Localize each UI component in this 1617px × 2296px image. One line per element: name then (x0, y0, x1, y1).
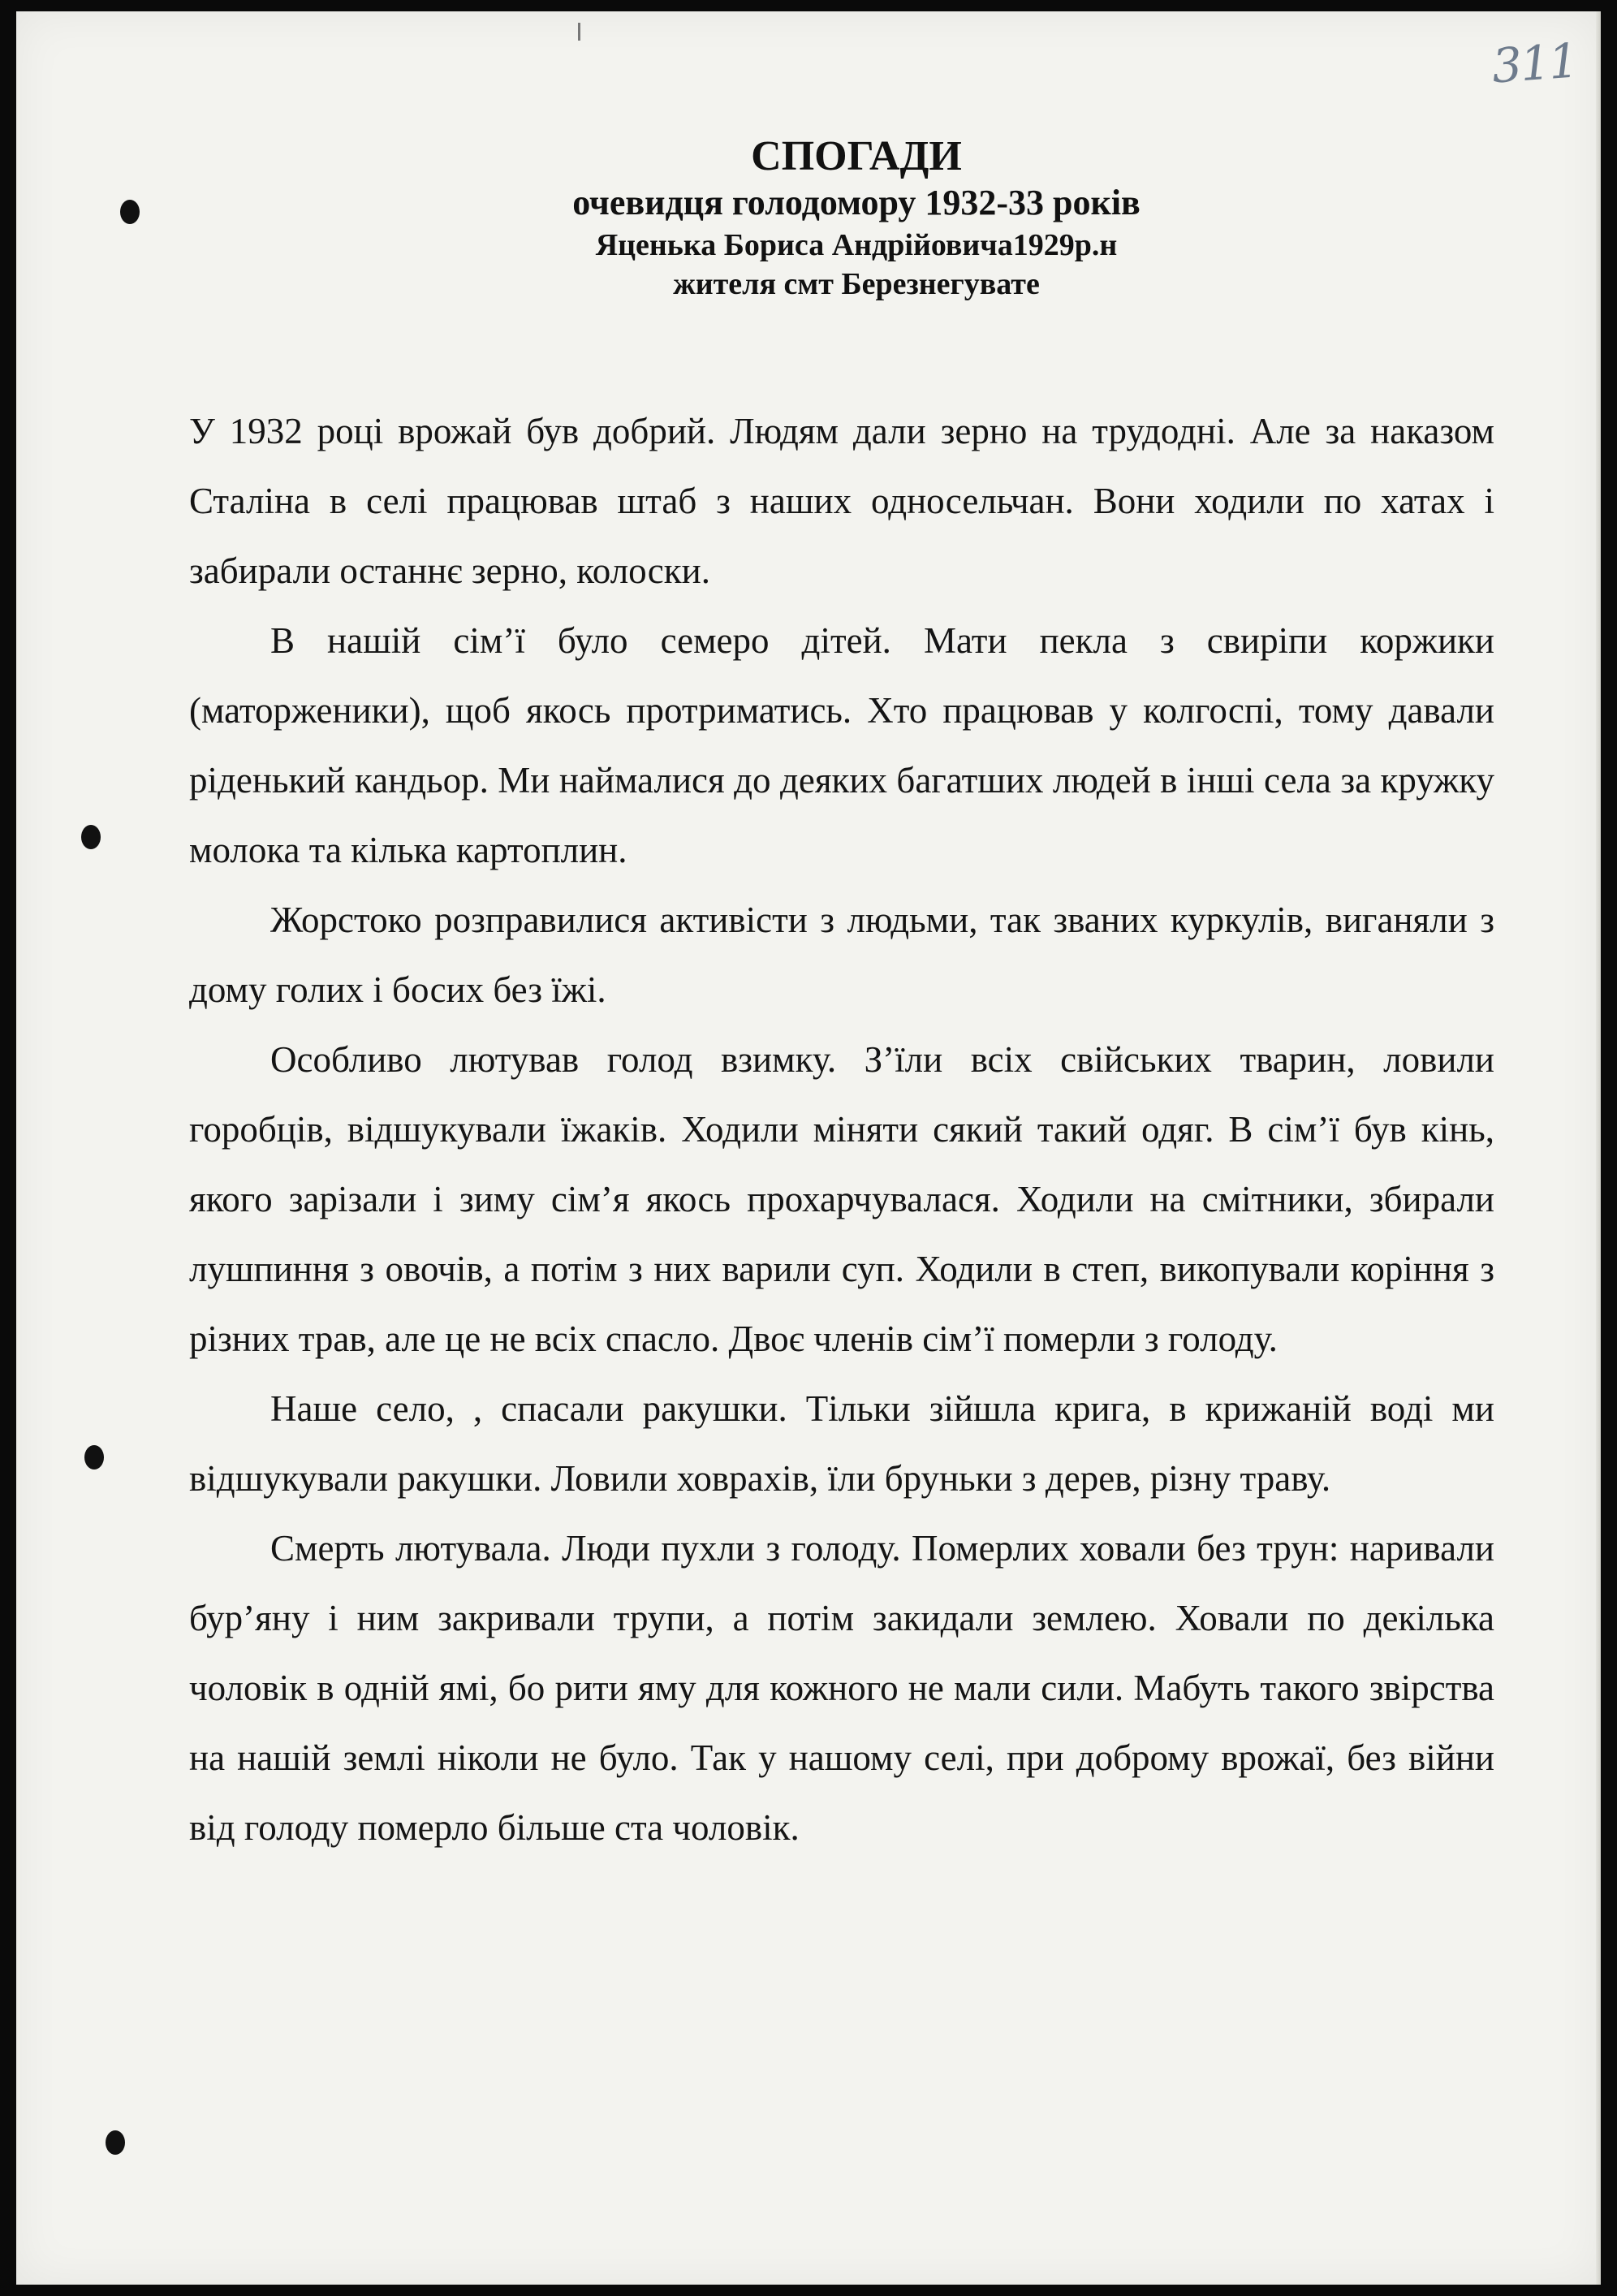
paragraph-4: Особливо лютував голод взимку. З’їли всіх свійських тварин, ловили горобців, відшукували їжаків. Ходили міняти сякий такий одяг. В сім’ї був кінь, якого зарізали і зиму сім’я якось прохарчувалася. Ходили на смітники, збирали лушпиння з овочів, а потім з них варили суп. Ходили в степ, викопували коріння з різних трав, але це не всіх спасло. Двоє членів сім’ї померли з голоду. (189, 1039, 1494, 1359)
paragraph-3: Жорстоко розправилися активісти з людьми, так званих куркулів, виганяли з дому голих і босих без їжі. (189, 900, 1494, 1010)
punch-hole-icon (81, 825, 101, 849)
punch-hole-icon (84, 1445, 104, 1470)
witness-residence: жителя смт Березнегувате (673, 267, 1040, 301)
page-edge-shadow (1596, 11, 1601, 2285)
paragraph-2: В нашій сім’ї було семеро дітей. Мати пекла з свиріпи коржики (маторженики), щоб якось протриматись. Хто працював у колгоспі, тому давали ріденький кандьор. Ми наймалися до деяких багатших людей в інші села за кружку молока та кілька картоплин. (189, 620, 1494, 870)
paragraph-5: Наше село, , спасали ракушки. Тільки зійшла крига, в крижаній воді ми відшукували ракушки. Ловили ховрахів, їли бруньки з дерев, різну траву. (189, 1388, 1494, 1499)
paragraph-1: У 1932 році врожай був добрий. Людям дали зерно на трудодні. Але за наказом Сталіна в селі працював штаб з наших односельчан. Вони ходили по хатах і забирали останнє зерно, колоски. (189, 411, 1494, 591)
document-body (189, 396, 1494, 1862)
document-subtitle: очевидця голодомору 1932-33 років (572, 183, 1141, 222)
document-title: СПОГАДИ (751, 133, 962, 179)
paragraph-6: Смерть лютувала. Люди пухли з голоду. Померлих ховали без трун: наривали бур’яну і ним закривали трупи, а потім закидали землею. Ховали по декілька чоловік в одній ямі, бо рити яму для кожного не мали сили. Мабуть такого звірства на нашій землі ніколи не було. Так у нашому селі, при доброму врожаї, без війни від голоду померло більше ста чоловік. (189, 1528, 1494, 1848)
document-header (16, 133, 1617, 304)
punch-hole-icon (106, 2130, 125, 2155)
archive-page-number: 311 (1490, 32, 1579, 94)
pencil-tick-mark (578, 23, 580, 41)
witness-name: Яценька Бориса Андрійовича1929р.н (595, 228, 1118, 262)
document-page (16, 11, 1601, 2285)
